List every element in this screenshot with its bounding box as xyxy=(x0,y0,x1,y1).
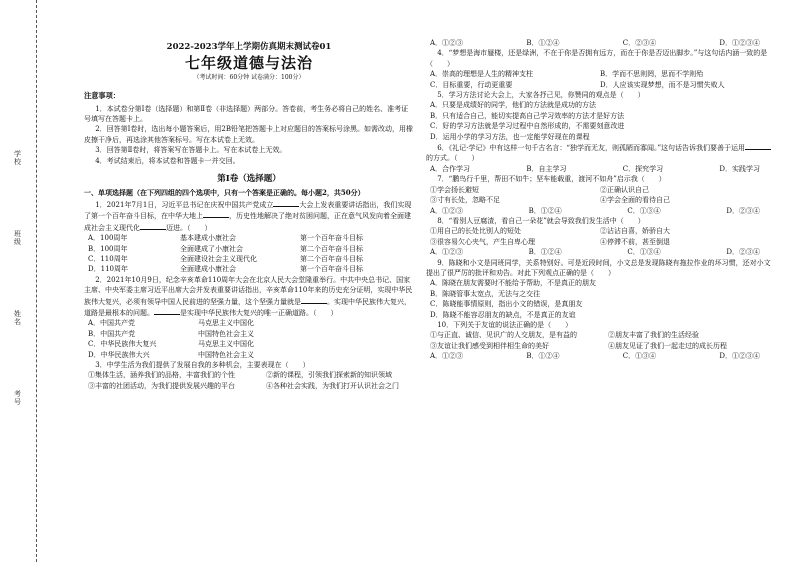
q10-options xyxy=(426,351,772,361)
option[interactable]: B．①②④ xyxy=(526,352,560,361)
blank xyxy=(273,199,299,207)
binding-label-number: 考号 xyxy=(14,390,21,406)
option[interactable]: D．①②③④ xyxy=(719,352,760,361)
year-title: 2022-2023学年上学期仿真期末测试卷01 xyxy=(166,42,332,52)
option[interactable]: C．①③④ xyxy=(627,248,661,257)
q3-options xyxy=(426,38,772,48)
option[interactable]: D．②③④ xyxy=(726,206,760,215)
blank xyxy=(140,222,166,230)
left-column xyxy=(84,36,414,391)
section-instruction: 一、单项选择题（在下列四组的四个选项中，只有一个答案是正确的。每小题2，共50分） xyxy=(84,188,365,198)
blank xyxy=(203,210,229,218)
q8-options xyxy=(426,247,772,257)
blank xyxy=(154,307,180,315)
option[interactable]: A．①②③ xyxy=(430,39,464,47)
binding-label-school: 学校 xyxy=(14,150,21,166)
option[interactable]: C．陈晓能事情原则，指出小文的错误，是真朋友 xyxy=(430,300,583,309)
q3-items-row: ③丰富的社团活动，为我们提供发展兴趣的平台 ④各种社会实践，为我们打开认识社会之门 xyxy=(88,381,399,390)
notice-item: 1．本试卷分第Ⅰ卷（选择题）和第Ⅱ卷（非选择题）两部分。答卷前，考生务必将自己的姓名、准考证号填写在答题卡上。 xyxy=(84,104,409,124)
q3-items-row: ①集体生活，涵养我们的品格，丰富我们的个性 ②新的课程，引领我们探索新的知识领域 xyxy=(88,371,392,380)
option[interactable]: B．①②④ xyxy=(526,39,560,47)
option[interactable]: A．中国共产党 马克思主义中国化 xyxy=(88,319,254,328)
q6-options xyxy=(426,164,772,174)
option[interactable]: B．只有适合自己，能切实提高自己学习效率的方法才是好方法 xyxy=(430,111,625,120)
question-6: 6．《礼记·学记》中有这样一句千古名言：“独学而无友，则孤陋而寡闻。”这句话告诉我们要善于运用的方式。（ ） xyxy=(426,142,772,164)
exam-info: （考试时间：60分钟 试卷满分：100分） xyxy=(193,73,305,81)
option[interactable]: C．110周年 全面建设社会主义现代化 第二个百年奋斗目标 xyxy=(88,254,363,263)
q7-options xyxy=(426,206,772,216)
option[interactable]: D．实践学习 xyxy=(719,164,760,173)
option[interactable]: D．110周年 全面建成小康社会 第一个百年奋斗目标 xyxy=(88,265,363,274)
binding-line xyxy=(36,0,37,562)
option[interactable]: C．中华民族伟大复兴 马克思主义中国化 xyxy=(88,340,254,349)
binding-label-name: 姓名 xyxy=(14,310,21,326)
option[interactable]: A．崇高的理想是人生的精神支柱 xyxy=(430,70,534,79)
option[interactable]: C．①③④ xyxy=(627,206,661,215)
q2-options xyxy=(84,318,414,360)
blank xyxy=(301,296,327,304)
option[interactable]: A．只要是成绩好的同学，他们的方法就是成功的方法 xyxy=(430,101,597,110)
section-title: 第Ⅰ卷（选择题） xyxy=(217,174,281,185)
binding-margin xyxy=(0,0,58,562)
option[interactable]: C．①③④ xyxy=(622,352,657,361)
option[interactable]: D．人应该实现梦想，而不是习惯失败人 xyxy=(600,80,725,89)
option[interactable]: D．陈晓不能容忍朋友的缺点，不是真正的友谊 xyxy=(430,310,576,319)
option[interactable]: C．探究学习 xyxy=(622,164,664,173)
option[interactable]: B．中国共产党 中国特色社会主义 xyxy=(88,329,254,338)
option[interactable]: C．目标重要，行动更重要 xyxy=(430,80,513,89)
option[interactable]: A．①②③ xyxy=(430,248,464,257)
option[interactable]: D．②③④ xyxy=(726,248,760,257)
question-8: 8．“看别人豆腐渣，看自己一朵花”就会导致我们发生活中（ ） xyxy=(437,216,645,225)
option[interactable]: D．运用小学的学习方法，也一定能学好现在的课程 xyxy=(430,132,590,141)
option[interactable]: A．陈晓在朋友需要时不能给予帮助，不是真正的朋友 xyxy=(430,279,597,288)
option[interactable]: A．①②③ xyxy=(430,352,464,361)
binding-label-class: 班级 xyxy=(14,230,21,246)
question-9: 9．陈晓和小文是同班同学，关系特别好。可是近段时间，小文总是发现陈晓有拖拉作业的坏习惯，还对小文提出了很严厉的批评和劝告。对此下列观点正确的是（ ） xyxy=(426,258,771,277)
option[interactable]: A．100周年 基本建成小康社会 第一个百年奋斗目标 xyxy=(88,234,363,243)
question-3: 3．中学生活为我们提供了发展自我的多种机会，主要表现在（ ） xyxy=(95,360,310,369)
option[interactable]: B．100周年 全面建成了小康社会 第二个百年奋斗目标 xyxy=(88,244,363,253)
notice-item: 2．回答第Ⅰ卷时，选出每小题答案后，用2B铅笔把答题卡上对应题目的答案标号涂黑。如需改动，用橡皮擦干净后，再选涂其他答案标号。写在本试卷上无效。 xyxy=(84,125,414,144)
option[interactable]: D．①②③④ xyxy=(719,39,760,47)
q1-options xyxy=(84,233,414,275)
right-column: A．①②③ B．①②④ C．②③④ D．①②③④ 4．“梦想是海市蜃楼，还是绿洲，不在于你是否拥有远方，而在于你是否迈出脚步。”与这句话内涵一致的是（ ） A．崇高的理想是人生的精神支柱 B．学而不思则罔，思而不学则殆 C．目标重要，行动更重要 D．人应该实现梦想，而不是习惯失败人 5．学习方法讨论大会上，大家各抒己见，你赞同的观点是（ ） A．只要是成绩好的同学，他们的方法就是成功的方法 B．只有适合自己，能切实提高自己学习效率的方法才是好方法 C．好的学习方法就是学习过程中自然形成的，不需要刻意改进 D．运用小学的学习方法，也一定能学好现在的课程 6．《礼记·学记》中有这样一句千古名言：“独学而无友，则孤陋而寡闻。”这句话告诉我们要善于运用的方式。（ ） A．合作学习 B．自主学习 C．探究学习 D．实践学习 7．“鹏鸟行千里，帮田不如牛；坚车能载重，渡河不如舟”启示我（ ） ①学会扬长避短 ②正确认识自己 ③寸有长处，忽略不足 ④学会全面的看待自己 A．①②③ B．①②④ C．①③④ D．②③④ 8．“看别人豆腐渣，看自己一朵花”就会导致我们发生活中（ ） ①用自己的长处比别人的短处 ②沾沾自喜，娇骄自大 ③很容易欠心夹气，产生自卑心理 ④停滞不前，甚至倒退 A．①②③ B．①②④ C．①③④ D．②③④ 9．陈晓和小文是同班同学，关系特别好。可是近段时间，小文总是发现陈晓有拖拉作业的坏习惯，还对小文提出了很严厉的批评和劝告。对此下列观点正确的是（ ） A．陈晓在朋友需要时不能给予帮助，不是真正的朋友 B．陈晓管事太宽点，无法与之交往 C．陈晓能事情原则，指出小文的错误，是真朋友 D．陈晓不能容忍朋友的缺点，不是真正的友谊 10．下列关于友谊的说法正确的是（ ） ①与正直、诚信、见识广的人交朋友，是有益的 ②朋友丰富了我们的生活经验 ③友谊让我们感受到相伴相生命的美好 ④朋友见证了我们一起走过的成长历程 A．①②③ B．①②④ C．①③④ D．①②③④ xyxy=(426,39,771,361)
question-5: 5．学习方法讨论大会上，大家各抒己见，你赞同的观点是（ ） xyxy=(437,91,645,100)
option[interactable]: C．好的学习方法就是学习过程中自然形成的，不需要刻意改进 xyxy=(430,122,625,131)
question-7: 7．“鹏鸟行千里，帮田不如牛；坚车能载重，渡河不如舟”启示我（ ） xyxy=(437,175,666,184)
subject-title: 七年级道德与法治 xyxy=(184,54,313,73)
option[interactable]: B．①②④ xyxy=(528,206,562,215)
option[interactable]: C．②③④ xyxy=(622,39,657,47)
question-1: 1．2021年7月1日，习近平总书记在庆祝中国共产党成立 大会上发表重要讲话指出，我们实现了第一个百年奋斗目标，在中华大地上 ，历史性地解决了绝对贫困问题，正在意气风发向着全面建成社会主义现代化 迈进。（ ） xyxy=(84,200,412,232)
option[interactable]: B．①②④ xyxy=(528,248,562,257)
option[interactable]: B．学而不思则罔，思而不学则殆 xyxy=(600,70,704,79)
question-4: 4．“梦想是海市蜃楼，还是绿洲，不在于你是否拥有远方，而在于你是否迈出脚步。”与这句话内涵一致的是（ ） xyxy=(426,49,768,68)
blank xyxy=(745,142,771,150)
option[interactable]: D．中华民族伟大兴 中国特色社会主义 xyxy=(88,350,254,359)
option[interactable]: A．①②③ xyxy=(430,206,464,215)
option[interactable]: B．自主学习 xyxy=(526,164,567,173)
option[interactable]: B．陈晓管事太宽点，无法与之交往 xyxy=(430,289,541,298)
question-2: 2．2021年10月9日，纪念辛亥革命110周年大会在北京人民大会堂隆重举行。中共中央总书记、国家主席、中央军委主席习近平出席大会并发表重要讲话指出，辛亥革命110年来的历史充分证明，实现中华民族伟大复兴，必须有领导中国人民前进的坚强力量，这个坚强力量就是 。实现中华民族伟大复兴，道路是最根本的问题。 是实现中华民族伟大复兴的唯一正确道路。（ ） xyxy=(84,275,413,317)
notice-item: 4．考试结束后，将本试卷和答题卡一并交回。 xyxy=(95,156,240,165)
notice-heading: 注意事项： xyxy=(84,91,120,101)
question-10: 10．下列关于友谊的说法正确的是（ ） xyxy=(437,320,573,329)
notice-item: 3．回答第Ⅱ卷时，将答案写在答题卡上。写在本试卷上无效。 xyxy=(95,146,287,155)
option[interactable]: A．合作学习 xyxy=(430,164,471,173)
